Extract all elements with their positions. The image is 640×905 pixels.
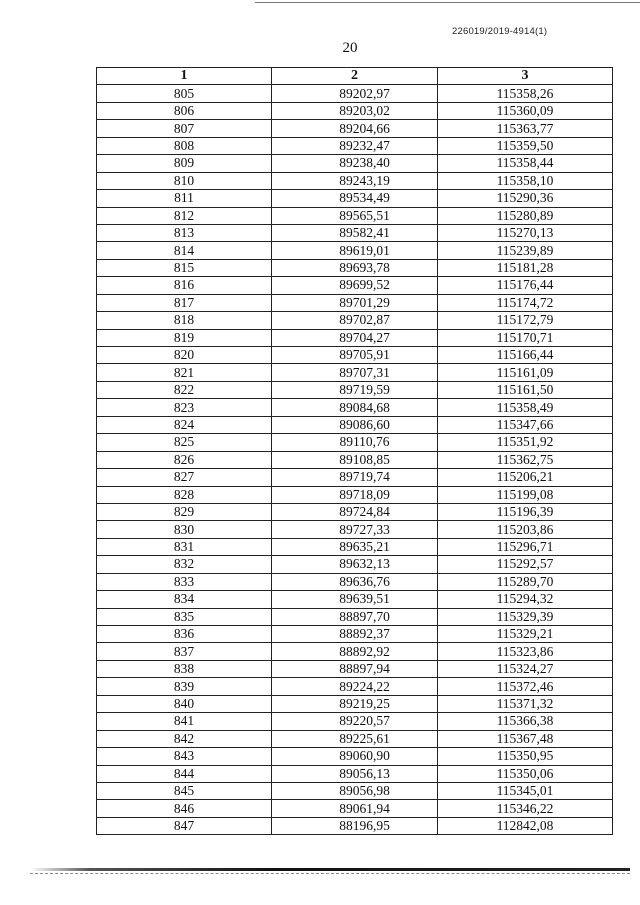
point-number-cell: 833	[97, 573, 272, 590]
y-coordinate-cell: 115161,50	[438, 381, 613, 398]
x-coordinate-cell: 89565,51	[272, 207, 438, 224]
table-row	[97, 608, 613, 625]
point-number-cell: 844	[97, 765, 272, 782]
table-row	[97, 521, 613, 538]
x-coordinate-cell: 89705,91	[272, 347, 438, 364]
point-number-cell: 808	[97, 137, 272, 154]
table-row	[97, 85, 613, 102]
point-number-cell: 824	[97, 416, 272, 433]
x-coordinate-cell: 88196,95	[272, 817, 438, 834]
table-row	[97, 224, 613, 241]
x-coordinate-cell: 89203,02	[272, 102, 438, 119]
y-coordinate-cell: 115362,75	[438, 451, 613, 468]
x-coordinate-cell: 89727,33	[272, 521, 438, 538]
x-coordinate-cell: 89639,51	[272, 591, 438, 608]
y-coordinate-cell: 115170,71	[438, 329, 613, 346]
table-row	[97, 312, 613, 329]
x-coordinate-cell: 89225,61	[272, 730, 438, 747]
table-row	[97, 364, 613, 381]
table-row	[97, 120, 613, 137]
x-coordinate-cell: 89701,29	[272, 294, 438, 311]
table-row	[97, 538, 613, 555]
point-number-cell: 814	[97, 242, 272, 259]
x-coordinate-cell: 89108,85	[272, 451, 438, 468]
point-number-cell: 841	[97, 713, 272, 730]
x-coordinate-cell: 89704,27	[272, 329, 438, 346]
table-row	[97, 678, 613, 695]
table-row	[97, 399, 613, 416]
y-coordinate-cell: 115296,71	[438, 538, 613, 555]
table-row	[97, 172, 613, 189]
table-row	[97, 573, 613, 590]
table-row	[97, 137, 613, 154]
table-row	[97, 643, 613, 660]
y-coordinate-cell: 115347,66	[438, 416, 613, 433]
point-number-cell: 847	[97, 817, 272, 834]
y-coordinate-cell: 115359,50	[438, 137, 613, 154]
point-number-cell: 840	[97, 695, 272, 712]
x-coordinate-cell: 89243,19	[272, 172, 438, 189]
y-coordinate-cell: 115199,08	[438, 486, 613, 503]
table-row	[97, 800, 613, 817]
table-row	[97, 503, 613, 520]
document-id: 226019/2019-4914(1)	[452, 26, 548, 37]
y-coordinate-cell: 115290,36	[438, 190, 613, 207]
y-coordinate-cell: 115206,21	[438, 469, 613, 486]
table-body	[97, 85, 613, 835]
x-coordinate-cell: 89699,52	[272, 277, 438, 294]
table-row	[97, 277, 613, 294]
table-row	[97, 347, 613, 364]
point-number-cell: 823	[97, 399, 272, 416]
y-coordinate-cell: 115161,09	[438, 364, 613, 381]
x-coordinate-cell: 89220,57	[272, 713, 438, 730]
point-number-cell: 845	[97, 782, 272, 799]
y-coordinate-cell: 115366,38	[438, 713, 613, 730]
x-coordinate-cell: 88897,94	[272, 660, 438, 677]
x-coordinate-cell: 89632,13	[272, 556, 438, 573]
point-number-cell: 827	[97, 469, 272, 486]
y-coordinate-cell: 115324,27	[438, 660, 613, 677]
table-row	[97, 434, 613, 451]
coordinates-table	[96, 67, 613, 835]
x-coordinate-cell: 89707,31	[272, 364, 438, 381]
point-number-cell: 842	[97, 730, 272, 747]
y-coordinate-cell: 115323,86	[438, 643, 613, 660]
y-coordinate-cell: 115371,32	[438, 695, 613, 712]
y-coordinate-cell: 115358,10	[438, 172, 613, 189]
table-row	[97, 155, 613, 172]
x-coordinate-cell: 89718,09	[272, 486, 438, 503]
table-row	[97, 486, 613, 503]
point-number-cell: 816	[97, 277, 272, 294]
table-row	[97, 556, 613, 573]
y-coordinate-cell: 115350,06	[438, 765, 613, 782]
y-coordinate-cell: 115292,57	[438, 556, 613, 573]
x-coordinate-cell: 89702,87	[272, 312, 438, 329]
point-number-cell: 810	[97, 172, 272, 189]
point-number-cell: 811	[97, 190, 272, 207]
x-coordinate-cell: 89719,74	[272, 469, 438, 486]
table-row	[97, 695, 613, 712]
y-coordinate-cell: 115367,48	[438, 730, 613, 747]
point-number-cell: 809	[97, 155, 272, 172]
y-coordinate-cell: 112842,08	[438, 817, 613, 834]
point-number-cell: 835	[97, 608, 272, 625]
table-row	[97, 817, 613, 834]
y-coordinate-cell: 115358,49	[438, 399, 613, 416]
point-number-cell: 813	[97, 224, 272, 241]
x-coordinate-cell: 89724,84	[272, 503, 438, 520]
table-row	[97, 713, 613, 730]
point-number-cell: 837	[97, 643, 272, 660]
y-coordinate-cell: 115239,89	[438, 242, 613, 259]
y-coordinate-cell: 115360,09	[438, 102, 613, 119]
y-coordinate-cell: 115351,92	[438, 434, 613, 451]
x-coordinate-cell: 89534,49	[272, 190, 438, 207]
y-coordinate-cell: 115294,32	[438, 591, 613, 608]
x-coordinate-cell: 88897,70	[272, 608, 438, 625]
point-number-cell: 818	[97, 312, 272, 329]
y-coordinate-cell: 115363,77	[438, 120, 613, 137]
point-number-cell: 829	[97, 503, 272, 520]
table-row	[97, 416, 613, 433]
table-row	[97, 782, 613, 799]
x-coordinate-cell: 88892,92	[272, 643, 438, 660]
y-coordinate-cell: 115203,86	[438, 521, 613, 538]
y-coordinate-cell: 115329,39	[438, 608, 613, 625]
point-number-cell: 834	[97, 591, 272, 608]
y-coordinate-cell: 115289,70	[438, 573, 613, 590]
x-coordinate-cell: 89060,90	[272, 748, 438, 765]
column-header-1: 1	[97, 68, 272, 85]
point-number-cell: 812	[97, 207, 272, 224]
point-number-cell: 838	[97, 660, 272, 677]
column-header-3: 3	[438, 68, 613, 85]
table-row	[97, 207, 613, 224]
table-row	[97, 660, 613, 677]
table-row	[97, 102, 613, 119]
y-coordinate-cell: 115345,01	[438, 782, 613, 799]
point-number-cell: 815	[97, 259, 272, 276]
table-row	[97, 294, 613, 311]
table-row	[97, 469, 613, 486]
y-coordinate-cell: 115358,44	[438, 155, 613, 172]
y-coordinate-cell: 115372,46	[438, 678, 613, 695]
x-coordinate-cell: 89582,41	[272, 224, 438, 241]
x-coordinate-cell: 89635,21	[272, 538, 438, 555]
table-header-row	[97, 68, 613, 85]
point-number-cell: 822	[97, 381, 272, 398]
y-coordinate-cell: 115358,26	[438, 85, 613, 102]
y-coordinate-cell: 115270,13	[438, 224, 613, 241]
point-number-cell: 839	[97, 678, 272, 695]
x-coordinate-cell: 89202,97	[272, 85, 438, 102]
x-coordinate-cell: 89619,01	[272, 242, 438, 259]
y-coordinate-cell: 115346,22	[438, 800, 613, 817]
point-number-cell: 832	[97, 556, 272, 573]
y-coordinate-cell: 115196,39	[438, 503, 613, 520]
table-row	[97, 626, 613, 643]
x-coordinate-cell: 89238,40	[272, 155, 438, 172]
y-coordinate-cell: 115350,95	[438, 748, 613, 765]
point-number-cell: 807	[97, 120, 272, 137]
table-row	[97, 451, 613, 468]
x-coordinate-cell: 89636,76	[272, 573, 438, 590]
table-row	[97, 765, 613, 782]
x-coordinate-cell: 89219,25	[272, 695, 438, 712]
point-number-cell: 828	[97, 486, 272, 503]
y-coordinate-cell: 115329,21	[438, 626, 613, 643]
page-number: 20	[342, 40, 358, 56]
x-coordinate-cell: 89056,13	[272, 765, 438, 782]
point-number-cell: 836	[97, 626, 272, 643]
x-coordinate-cell: 89084,68	[272, 399, 438, 416]
x-coordinate-cell: 88892,37	[272, 626, 438, 643]
y-coordinate-cell: 115280,89	[438, 207, 613, 224]
top-rule	[255, 2, 640, 3]
table-row	[97, 329, 613, 346]
point-number-cell: 805	[97, 85, 272, 102]
column-header-2: 2	[272, 68, 438, 85]
y-coordinate-cell: 115174,72	[438, 294, 613, 311]
y-coordinate-cell: 115176,44	[438, 277, 613, 294]
y-coordinate-cell: 115172,79	[438, 312, 613, 329]
point-number-cell: 820	[97, 347, 272, 364]
point-number-cell: 831	[97, 538, 272, 555]
x-coordinate-cell: 89056,98	[272, 782, 438, 799]
y-coordinate-cell: 115181,28	[438, 259, 613, 276]
point-number-cell: 843	[97, 748, 272, 765]
table-row	[97, 259, 613, 276]
bottom-scan-edge-thin	[30, 873, 630, 874]
point-number-cell: 819	[97, 329, 272, 346]
point-number-cell: 806	[97, 102, 272, 119]
x-coordinate-cell: 89693,78	[272, 259, 438, 276]
x-coordinate-cell: 89224,22	[272, 678, 438, 695]
x-coordinate-cell: 89110,76	[272, 434, 438, 451]
point-number-cell: 821	[97, 364, 272, 381]
point-number-cell: 817	[97, 294, 272, 311]
table-row	[97, 748, 613, 765]
bottom-scan-edge	[30, 868, 630, 871]
table-row	[97, 242, 613, 259]
table-row	[97, 190, 613, 207]
point-number-cell: 830	[97, 521, 272, 538]
point-number-cell: 846	[97, 800, 272, 817]
x-coordinate-cell: 89232,47	[272, 137, 438, 154]
point-number-cell: 825	[97, 434, 272, 451]
table-row	[97, 381, 613, 398]
y-coordinate-cell: 115166,44	[438, 347, 613, 364]
x-coordinate-cell: 89204,66	[272, 120, 438, 137]
x-coordinate-cell: 89719,59	[272, 381, 438, 398]
x-coordinate-cell: 89086,60	[272, 416, 438, 433]
point-number-cell: 826	[97, 451, 272, 468]
table-row	[97, 591, 613, 608]
x-coordinate-cell: 89061,94	[272, 800, 438, 817]
table-row	[97, 730, 613, 747]
